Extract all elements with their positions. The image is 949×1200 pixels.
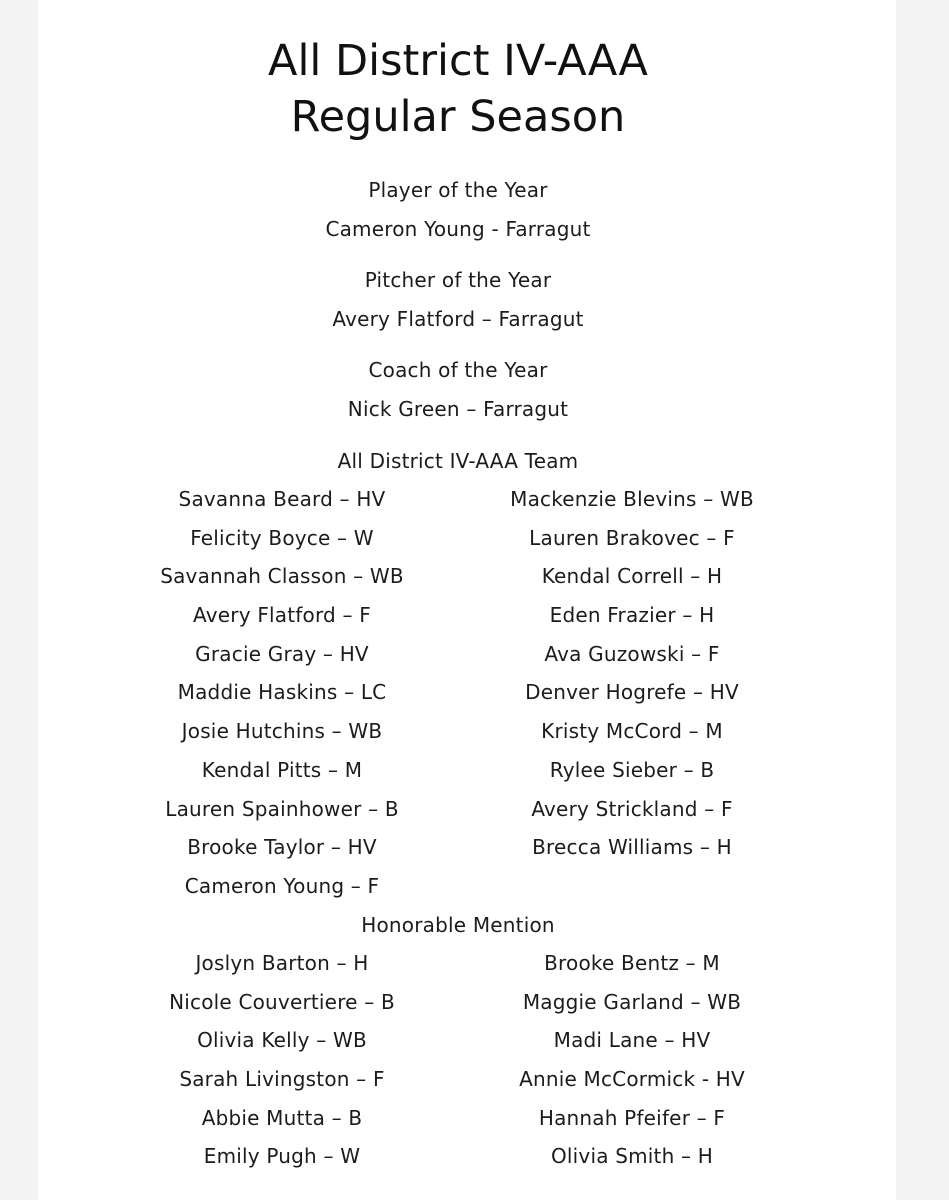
honorable-member: Olivia Kelly – WB — [197, 1028, 367, 1053]
team-member: Brecca Williams – H — [532, 835, 732, 860]
honorable-member: Brooke Bentz – M — [544, 951, 720, 975]
award-heading-pitcher: Pitcher of the Year — [364, 268, 552, 292]
team-member: Josie Hutchins – WB — [181, 719, 383, 744]
team-member: Kristy McCord – M — [541, 719, 723, 744]
team-heading: All District IV-AAA Team — [337, 449, 579, 473]
honorable-member: Maggie Garland – WB — [522, 989, 742, 1014]
team-member: Kendal Correll – H — [541, 564, 723, 589]
title-line-1: All District IV-AAA — [268, 36, 648, 86]
team-member: Kendal Pitts – M — [201, 757, 363, 782]
award-winner-pitcher: Avery Flatford – Farragut — [332, 307, 584, 331]
honorable-member: Emily Pugh – W — [203, 1144, 361, 1169]
honorable-left-column — [117, 950, 447, 1182]
team-member: Avery Strickland – F — [531, 796, 733, 821]
team-member: Avery Flatford – F — [193, 603, 371, 628]
honorable-member: Sarah Livingston – F — [179, 1067, 385, 1092]
honorable-right-column — [467, 950, 797, 1182]
award-heading-coach: Coach of the Year — [368, 358, 548, 382]
team-member: Cameron Young – F — [184, 873, 380, 898]
team-member: Savannah Classon – WB — [160, 564, 404, 589]
team-member: Lauren Brakovec – F — [529, 525, 735, 550]
title-line-2: Regular Season — [290, 92, 626, 142]
team-right-column — [467, 486, 797, 873]
team-member: Eden Frazier – H — [549, 603, 715, 628]
team-member: Brooke Taylor – HV — [187, 835, 377, 860]
award-heading-player: Player of the Year — [368, 178, 548, 202]
team-member: Ava Guzowski – F — [544, 641, 720, 666]
team-member: Felicity Boyce – W — [190, 525, 374, 550]
honorable-member: Olivia Smith – H — [550, 1144, 714, 1169]
team-member: Rylee Sieber – B — [549, 757, 715, 782]
honorable-member: Joslyn Barton – H — [195, 951, 369, 975]
honorable-member: Madi Lane – HV — [553, 1028, 711, 1053]
honorable-member: Annie McCormick - HV — [519, 1067, 745, 1092]
award-winner-player: Cameron Young - Farragut — [325, 217, 591, 241]
honorable-member: Hannah Pfeifer – F — [538, 1105, 726, 1130]
award-winner-coach: Nick Green – Farragut — [347, 397, 569, 421]
team-member: Maddie Haskins – LC — [177, 680, 387, 705]
team-member: Savanna Beard – HV — [178, 487, 386, 511]
team-member: Denver Hogrefe – HV — [525, 680, 739, 705]
team-member: Gracie Gray – HV — [195, 641, 369, 666]
honorable-member: Nicole Couvertiere – B — [169, 989, 395, 1014]
honorable-member: Abbie Mutta – B — [201, 1105, 363, 1130]
team-member: Lauren Spainhower – B — [165, 796, 399, 821]
honorable-mention-heading: Honorable Mention — [361, 913, 555, 937]
team-member: Mackenzie Blevins – WB — [510, 487, 754, 511]
team-left-column — [117, 486, 447, 912]
